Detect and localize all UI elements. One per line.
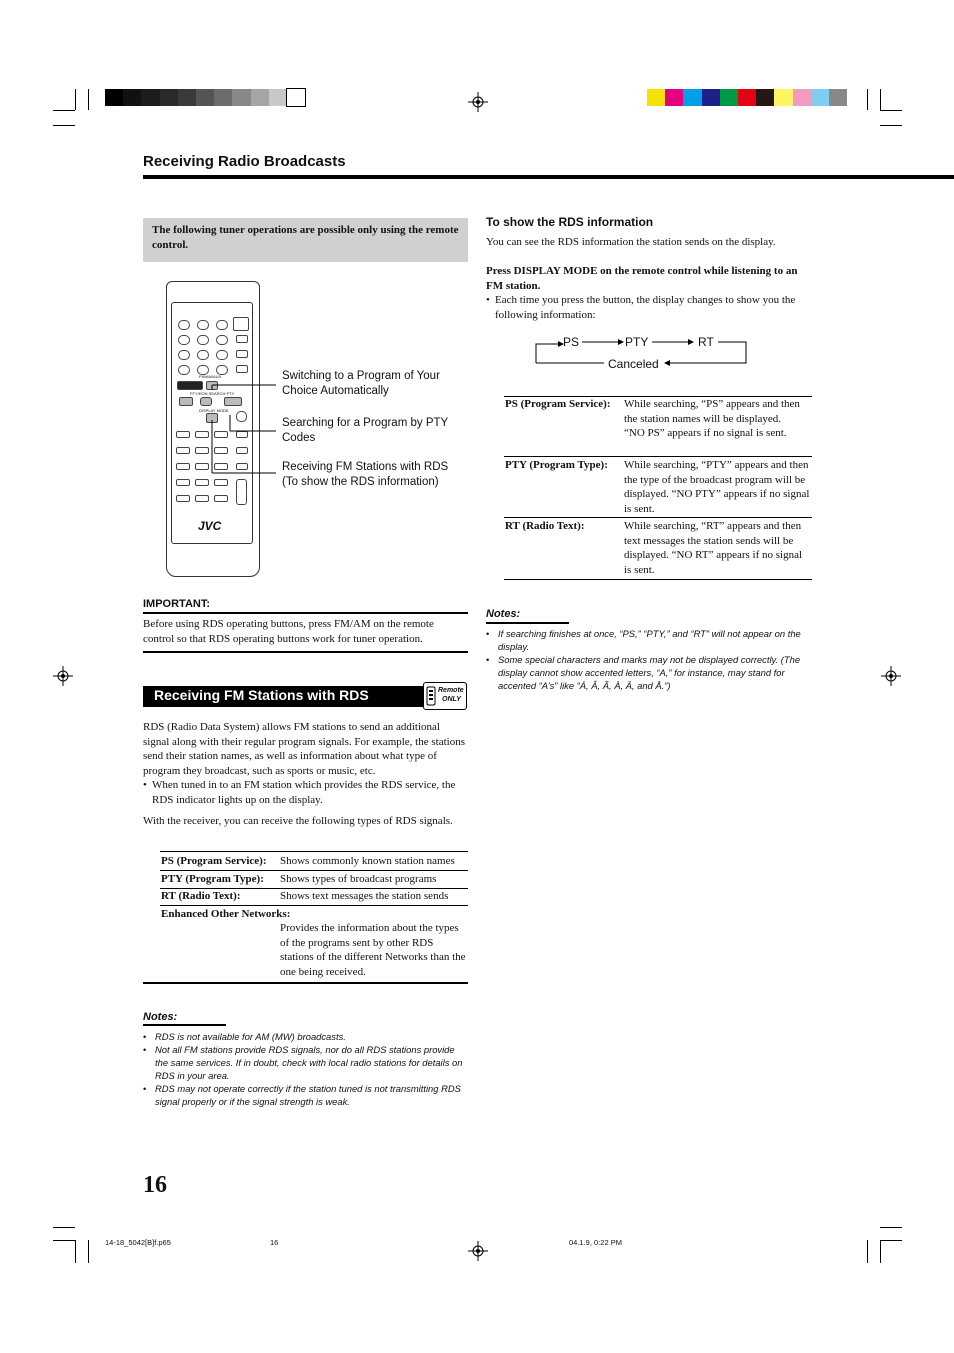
color-swatch <box>702 89 720 106</box>
important-rule-top <box>143 612 468 614</box>
remote-button-icon <box>216 335 228 345</box>
gray-swatch <box>141 89 159 106</box>
remote-button-icon <box>178 350 190 360</box>
remote-label: PTY/EON SEARCH PTY <box>190 391 235 396</box>
right-notes-rule <box>486 622 569 624</box>
row-label: PS (Program Service): <box>161 855 267 867</box>
footer-page-ref: 16 <box>270 1238 279 1247</box>
rds-info-instruction: Press DISPLAY MODE on the remote control while listening to an FM station. <box>486 265 798 292</box>
table-row <box>161 872 264 887</box>
callout-pty-search: Searching for a Program by PTY Codes <box>282 417 448 444</box>
remote-button-icon <box>197 335 209 345</box>
callout-lines <box>170 375 280 480</box>
gray-swatch <box>178 89 196 106</box>
tip-box <box>143 218 468 262</box>
display-cycle-diagram <box>530 332 752 374</box>
color-swatch <box>665 89 683 106</box>
left-notes-list <box>143 1030 463 1108</box>
color-swatch <box>720 89 738 106</box>
important-heading: IMPORTANT: <box>143 598 211 610</box>
color-swatch <box>811 89 829 106</box>
row-label: PTY (Program Type): <box>161 873 264 885</box>
callout-auto-switch: Switching to a Program of Your Choice Automatically <box>282 370 440 397</box>
right-notes-heading: Notes: <box>486 608 521 620</box>
rds-info-heading: To show the RDS information <box>486 215 654 229</box>
rds-bullet-text: When tuned in to an FM station which provides the RDS service, the RDS indicator lights up on the display. <box>152 779 456 806</box>
remote-button-icon <box>216 350 228 360</box>
rds-info-bullet: • Each time you press the button, the display changes to show you the following information: <box>486 294 796 321</box>
gray-swatch <box>214 89 232 106</box>
remote-button-icon <box>236 479 247 505</box>
tip-text: The following tuner operations are possible only using the remote control. <box>152 224 459 251</box>
list-item: • If searching finishes at once, “PS,” “PTY,” and “RT” will not appear on the display. <box>486 627 816 653</box>
gray-swatch <box>160 89 178 106</box>
row-label: Enhanced Other Networks: <box>161 908 291 920</box>
rds-info-bullet-text: Each time you press the button, the display changes to show you the following information: <box>495 294 796 321</box>
rds-section-title: Receiving FM Stations with RDS <box>154 687 369 703</box>
important-text: Before using RDS operating buttons, press FM/AM on the remote control so that RDS operating buttons work for tuner operation. <box>143 618 434 645</box>
important-rule-bottom <box>143 651 468 653</box>
rds-info-intro: You can see the RDS information the station sends on the display. <box>486 236 776 248</box>
remote-button-icon <box>195 495 209 502</box>
section-rule <box>143 175 954 179</box>
remote-icon <box>426 686 436 706</box>
gray-swatch <box>251 89 269 106</box>
rds-section-banner <box>143 686 423 707</box>
remote-button-icon <box>178 365 190 375</box>
table-row <box>505 458 608 473</box>
row-label: RT (Radio Text): <box>505 520 585 532</box>
row-desc: While searching, “PS” appears and then the station names will be displayed. “NO PS” appears if no signal is sent. <box>624 398 800 440</box>
remote-button-icon <box>178 320 190 330</box>
table-row <box>505 397 610 412</box>
badge-text-line1: Remote <box>438 687 464 694</box>
list-item: • RDS may not operate correctly if the station tuned is not transmitting RDS signal properly or if the signal strength is weak. <box>143 1082 463 1108</box>
color-swatch <box>738 89 756 106</box>
remote-button-icon <box>176 495 190 502</box>
remote-button-icon <box>233 317 249 331</box>
list-item: • Some special characters and marks may not be displayed correctly. (The display cannot show accented letters, “A,” for instance, may stand for accented “A’s” like “Á, Â, Ã, À, Ä, and Å.”) <box>486 653 816 692</box>
badge-text-line2: ONLY <box>442 696 461 703</box>
page-number: 16 <box>143 1172 167 1198</box>
row-label: RT (Radio Text): <box>161 890 241 902</box>
flow-ps: PS <box>563 335 580 349</box>
remote-button-icon <box>197 350 209 360</box>
crosshair-icon <box>53 666 73 686</box>
section-title: Receiving Radio Broadcasts <box>143 153 346 170</box>
row-label: PTY (Program Type): <box>505 459 608 471</box>
remote-only-badge <box>423 682 467 710</box>
color-swatch <box>683 89 701 106</box>
left-notes-rule <box>143 1024 226 1026</box>
flow-pty: PTY <box>625 335 649 349</box>
flow-canceled: Canceled <box>608 357 659 371</box>
crosshair-icon <box>468 92 488 112</box>
color-swatch <box>756 89 774 106</box>
color-swatch <box>793 89 811 106</box>
remote-button-icon <box>176 479 190 486</box>
gray-swatch <box>196 89 214 106</box>
row-desc: Shows text messages the station sends <box>280 890 449 902</box>
table-row <box>505 519 584 534</box>
gray-swatch <box>105 89 123 106</box>
right-notes-list <box>486 627 816 692</box>
footer-timestamp: 04.1.9, 0:22 PM <box>569 1238 622 1247</box>
row-desc: Shows commonly known station names <box>280 855 455 867</box>
remote-button-icon <box>214 495 228 502</box>
crosshair-icon <box>468 1241 488 1261</box>
gray-swatch <box>269 89 287 106</box>
table-row <box>161 889 240 904</box>
rds-intro: RDS (Radio Data System) allows FM stations to send an additional signal along with their regular program signals. For example, the stations send their station names, as well as information about what type of program they broadcast, such as sports or music, etc. <box>143 721 465 777</box>
color-swatch <box>829 89 847 106</box>
crosshair-icon <box>881 666 901 686</box>
gray-swatch <box>123 89 141 106</box>
color-swatch <box>647 89 665 106</box>
row-desc: While searching, “PTY” appears and then the type of the broadcast program will be displayed. “NO PTY” appears if no signal is sent. <box>624 459 810 515</box>
remote-button-icon <box>195 479 209 486</box>
footer-file: 14-18_5042[B]f.p65 <box>105 1238 171 1247</box>
gray-swatch <box>287 89 305 106</box>
gray-swatch <box>232 89 250 106</box>
remote-label: FM/AM/AUX <box>199 374 222 379</box>
flow-rt: RT <box>698 335 714 349</box>
rds-lead: With the receiver, you can receive the following types of RDS signals. <box>143 815 453 827</box>
remote-button-icon <box>178 335 190 345</box>
color-swatch <box>774 89 792 106</box>
callout-rds-info: Receiving FM Stations with RDS (To show the RDS information) <box>282 461 449 488</box>
rds-bullet: • When tuned in to an FM station which provides the RDS service, the RDS indicator lights up on the display. <box>143 779 456 806</box>
remote-button-icon <box>214 479 228 486</box>
table-row <box>161 907 290 922</box>
left-notes-heading: Notes: <box>143 1011 178 1023</box>
table-row <box>161 854 266 869</box>
remote-button-icon <box>236 350 248 358</box>
row-desc: Provides the information about the types of the programs sent by other RDS stations of the different Networks than the one being received. <box>280 922 466 978</box>
list-item: • RDS is not available for AM (MW) broadcasts. <box>143 1030 463 1043</box>
remote-button-icon <box>216 320 228 330</box>
remote-button-icon <box>236 365 248 373</box>
row-desc: While searching, “RT” appears and then text messages the station sends will be displayed. “NO RT” appears if no signal is sent. <box>624 520 803 576</box>
remote-button-icon <box>236 335 248 343</box>
remote-label: DISPLAY MODE <box>199 408 229 413</box>
remote-button-icon <box>197 320 209 330</box>
row-desc: Shows types of broadcast programs <box>280 873 437 885</box>
list-item: • Not all FM stations provide RDS signals, nor do all RDS stations provide the same services. If in doubt, check with local radio stations for details on RDS in your area. <box>143 1043 463 1082</box>
remote-brand-logo: JVC <box>198 519 222 533</box>
row-label: PS (Program Service): <box>505 398 611 410</box>
